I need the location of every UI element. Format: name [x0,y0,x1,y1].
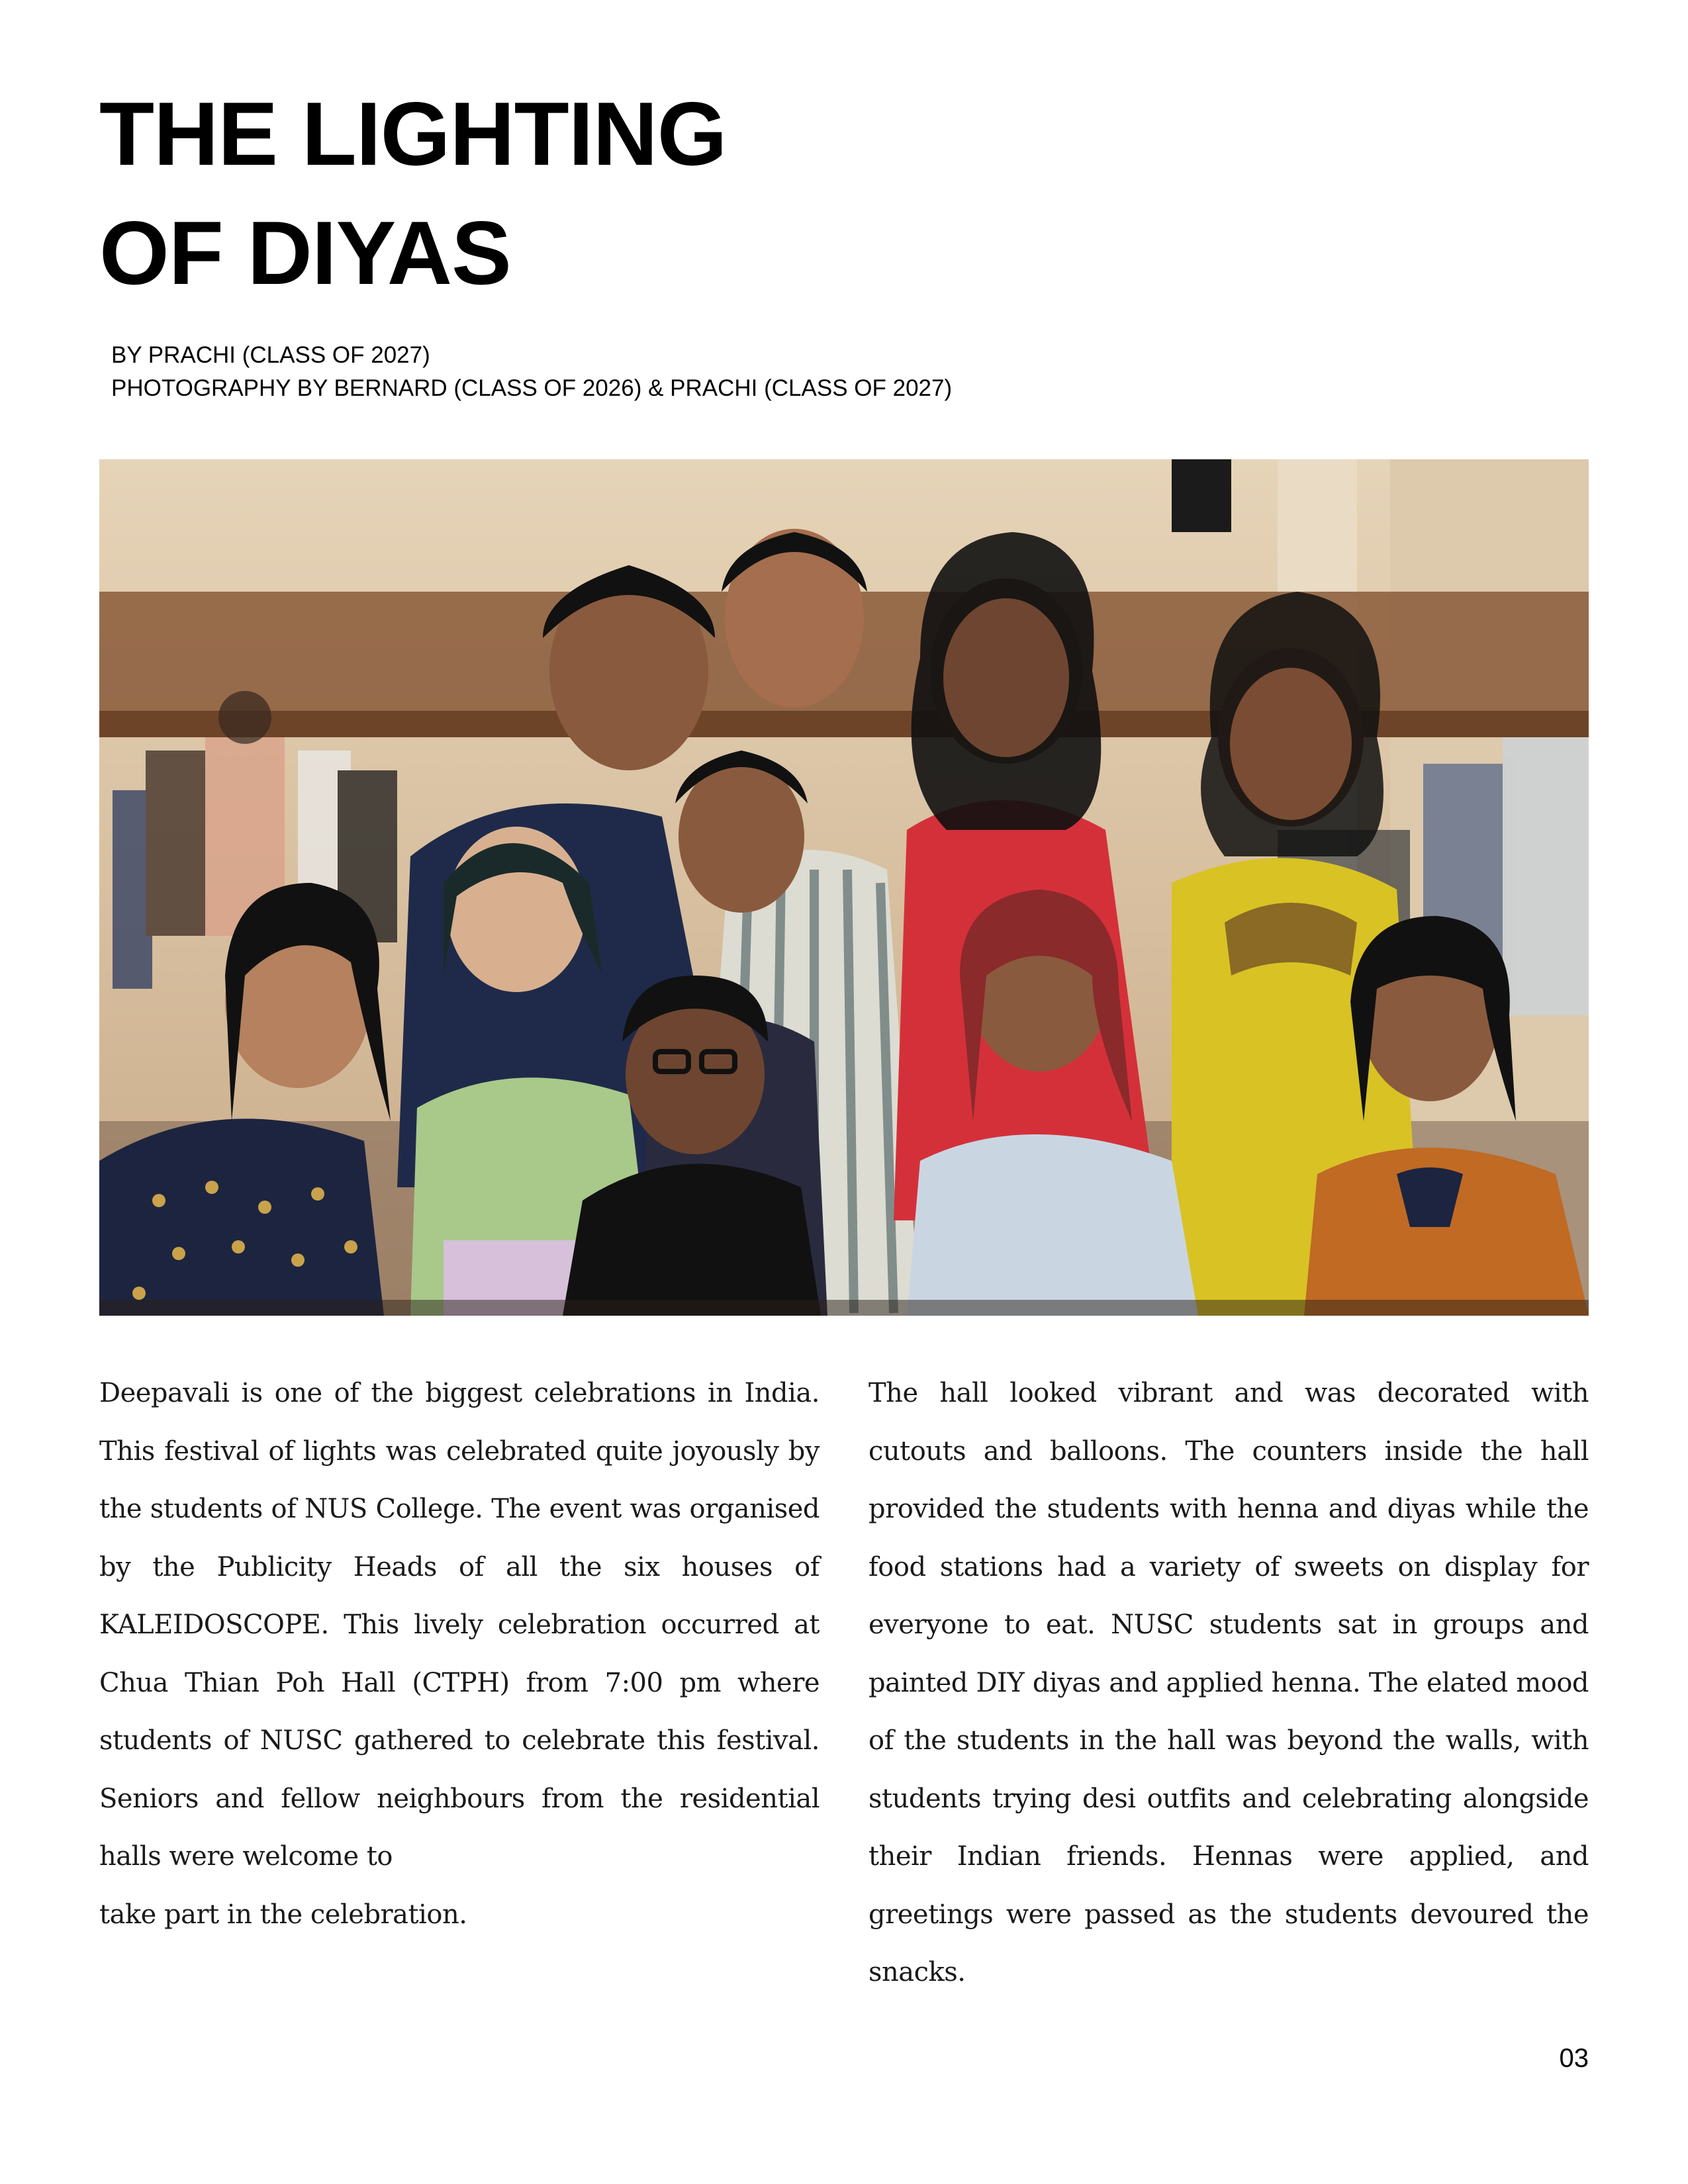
paragraph: The hall looked vibrant and was decorated with cutouts and balloons. The counters inside the hall provided the students with henna and diyas while the food stations had a variety of sweets on display for everyone to eat. NUSC students sat in groups and painted DIY diyas and applied henna. The elated mood of the students in the hall was beyond the walls, with students trying desi outfits and celebrating alongside their Indian friends. Hennas were applied, and greetings were passed as the students devoured the snacks. [868,1378,1589,1987]
article-title [99,74,1092,312]
byline-author: BY PRACHI (CLASS OF 2027) [111,342,430,368]
paragraph: take part in the celebration. [99,1899,467,1930]
byline-photography: PHOTOGRAPHY BY BERNARD (CLASS OF 2026) & PRACHI (CLASS OF 2027) [111,375,953,401]
article-column-left [99,1365,820,1944]
title-line-2: OF DIYAS [99,203,511,303]
article-column-right [868,1365,1589,2002]
group-photo [99,459,1589,1316]
page-number: 03 [1559,2044,1589,2073]
title-line-1: THE LIGHTING [99,83,727,184]
paragraph: Deepavali is one of the biggest celebrations in India. This festival of lights was celebrated quite joyously by the students of NUS College. The event was organised by the Publicity Heads of all the six houses of KALEIDOSCOPE. This lively celebration occurred at Chua Thian Poh Hall (CTPH) from 7:00 pm where students of NUSC gathered to celebrate this festival. Seniors and fellow neighbours from the residential halls were welcome to [99,1378,820,1872]
group-photo-illustration [99,459,1589,1316]
byline [111,339,1435,405]
